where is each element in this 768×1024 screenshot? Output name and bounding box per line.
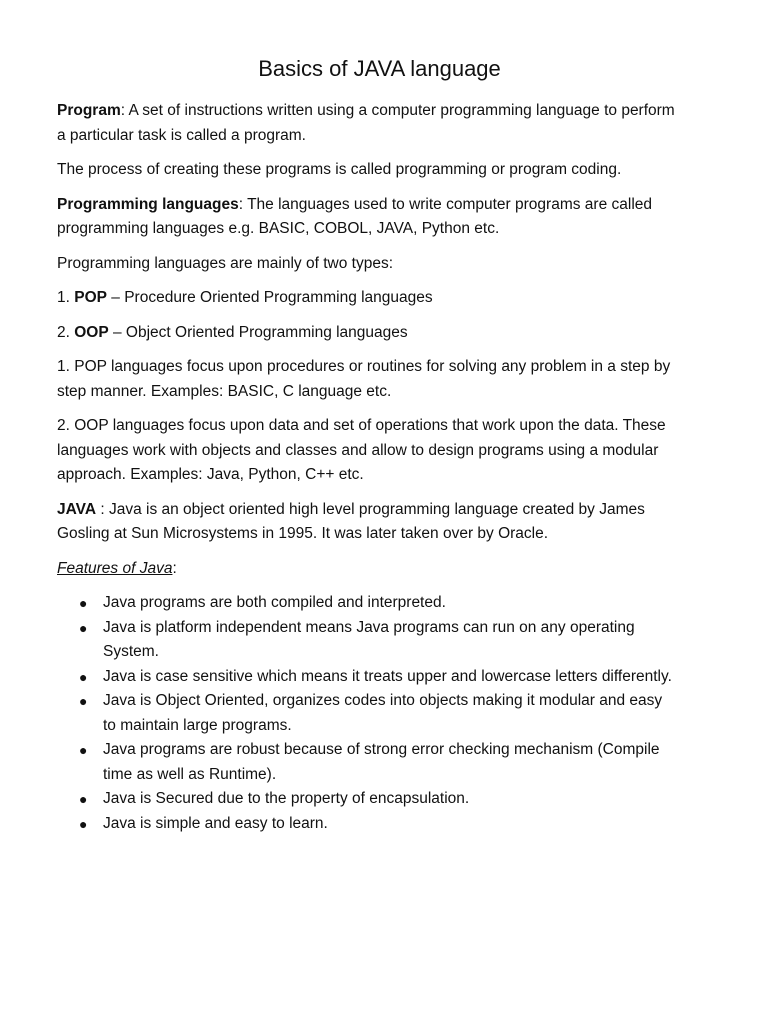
features-colon: : [172,559,177,577]
program-text: : A set of instructions written using a computer programming language to perform a particular task is called a program. [57,102,675,144]
list-item [57,665,678,690]
type-number: 2. [57,323,75,341]
bullet-icon: ● [79,742,88,758]
types-intro: Programming languages are mainly of two types: [57,254,393,272]
pop-description: 1. POP languages focus upon procedures or routines for solving any problem in a step by step manner. Examples: BASIC, C language etc. [57,358,671,400]
program-term: Program [57,102,121,119]
type-abbr: OOP [74,323,109,341]
bullet-icon: ● [79,668,88,685]
bullet-icon: ● [79,791,88,807]
process-paragraph: The process of creating these programs is called programming or program coding. [57,161,622,178]
bullet-icon: ● [79,693,88,709]
list-item-text: Java is Secured due to the property of encapsulation. [103,790,470,807]
java-term: JAVA [57,500,97,518]
list-item-text: Java is platform independent means Java programs can run on any operating System. [103,618,635,660]
list-item-text: Java is case sensitive which means it treats upper and lowercase letters differently. [103,667,672,685]
features-list [57,591,678,836]
list-item [57,787,678,812]
list-item-text: Java programs are both compiled and interpreted. [103,594,446,611]
bullet-icon: ● [79,815,88,832]
list-item [57,738,678,787]
list-item [57,812,678,837]
programming-languages-text: : The languages used to write computer programs are called programming languages e.g. BASIC, COBOL, JAVA, Python etc. [57,195,653,237]
features-heading: Features of Java [57,559,173,577]
java-definition [57,498,678,547]
programming-languages-definition [57,193,678,242]
list-item-text: Java is simple and easy to learn. [103,814,328,832]
bullet-icon: ● [79,619,88,636]
type-number: 1. [57,289,75,306]
programming-languages-term: Programming languages [57,195,239,213]
document-title: Basics of JAVA language [258,56,501,81]
type-abbr: POP [74,289,107,306]
java-text: : Java is an object oriented high level programming language created by James Gosling at Sun Microsystems in 1995. It was later taken over by Oracle. [57,500,645,542]
type-desc: – Object Oriented Programming languages [108,323,408,341]
list-item [57,689,678,738]
type-item-oop [57,321,678,346]
features-heading-line [57,557,678,582]
list-item-text: Java programs are robust because of strong error checking mechanism (Compile time as well as Runtime). [103,741,660,783]
list-item [57,616,678,665]
bullet-icon: ● [79,595,88,611]
list-item-text: Java is Object Oriented, organizes codes into objects making it modular and easy to maintain large programs. [103,692,663,734]
type-item-pop [57,286,678,311]
oop-description: 2. OOP languages focus upon data and set of operations that work upon the data. These languages work with objects and classes and allow to design programs using a modular approach. Examples: Java, Python, C++ etc. [57,417,666,483]
program-definition [57,99,678,148]
list-item [57,591,678,616]
type-desc: – Procedure Oriented Programming languages [106,289,433,306]
